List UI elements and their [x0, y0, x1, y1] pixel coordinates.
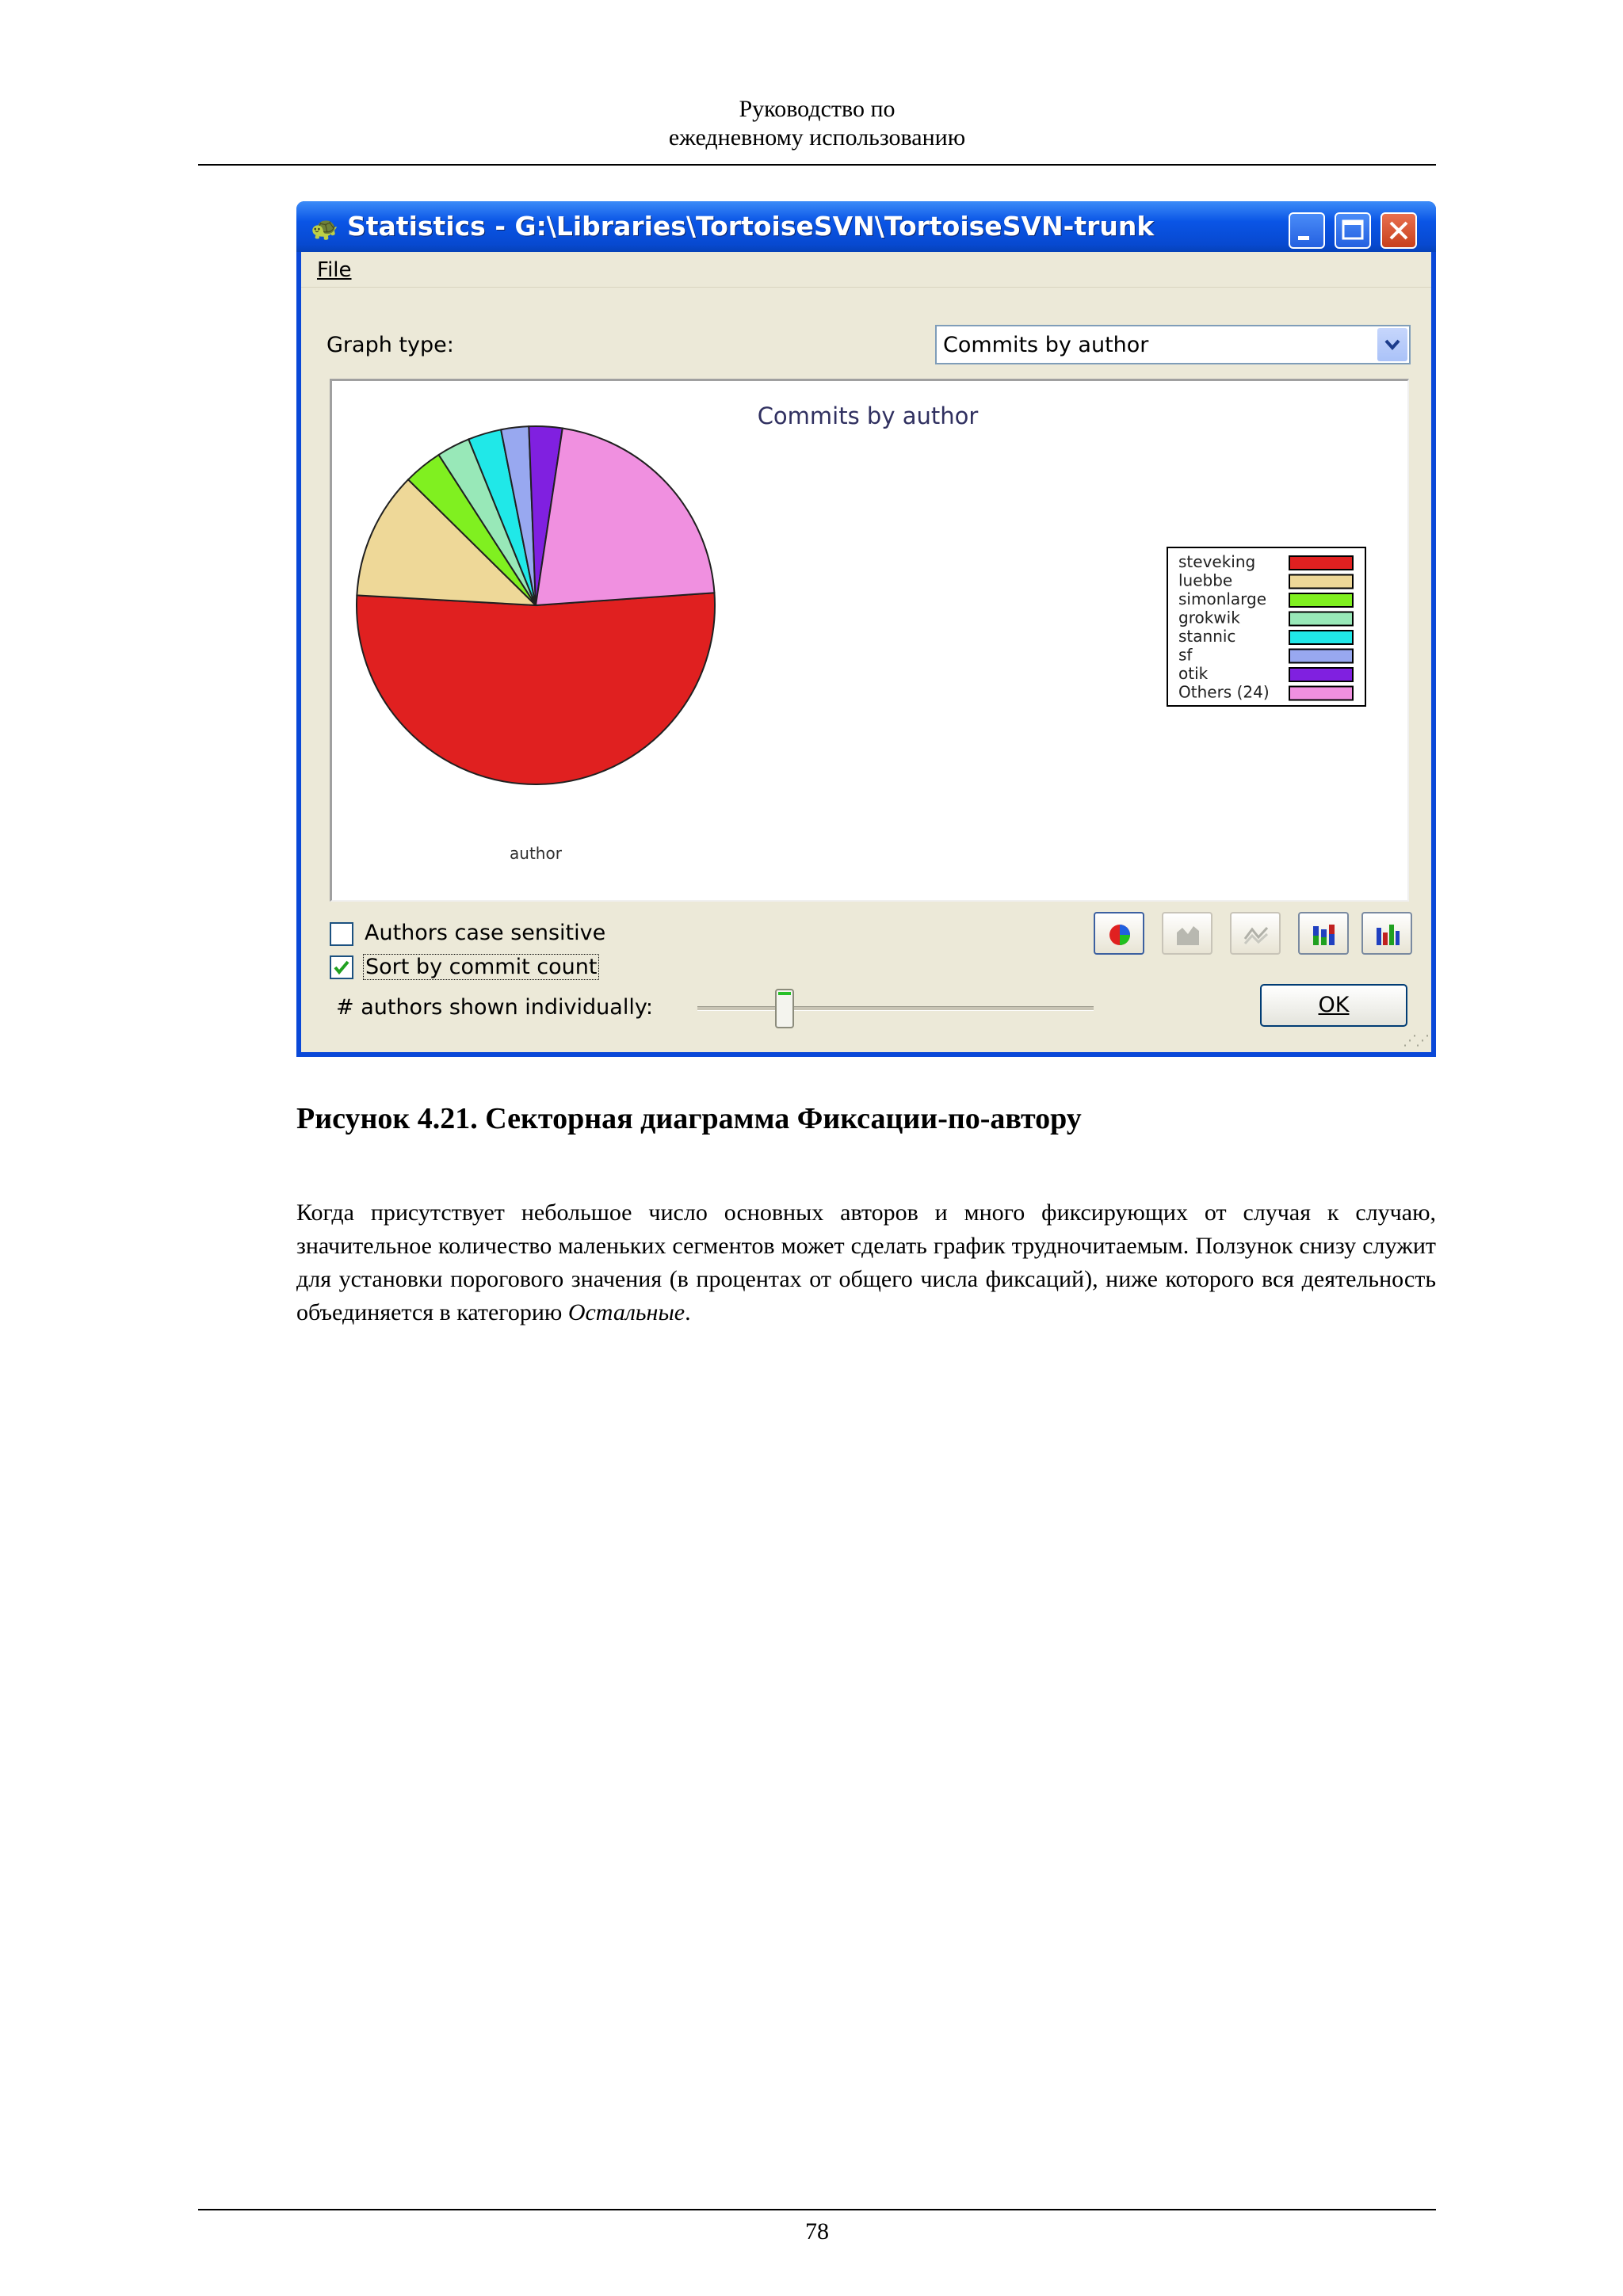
- sort-by-commit-count-label[interactable]: Sort by commit count: [363, 954, 599, 980]
- legend-swatch: [1289, 593, 1353, 607]
- legend-label: grokwik: [1178, 608, 1240, 627]
- line-chart-icon: [1243, 921, 1270, 948]
- statistics-window: [296, 201, 1436, 1057]
- pie-slice-others-24: [536, 429, 714, 605]
- page-header: [198, 95, 1436, 152]
- ok-button[interactable]: [1260, 984, 1407, 1027]
- ok-label: OK: [1318, 993, 1350, 1017]
- graph-type-select[interactable]: [935, 325, 1411, 364]
- chart-legend: [1167, 547, 1365, 706]
- chart-area: [330, 379, 1409, 902]
- pie-chart-button[interactable]: [1094, 912, 1144, 955]
- header-line-1: Руководство по: [739, 96, 896, 122]
- maximize-button[interactable]: [1335, 212, 1371, 249]
- legend-swatch: [1289, 687, 1353, 700]
- footer-rule: [198, 2209, 1436, 2210]
- legend-swatch: [1289, 650, 1353, 663]
- legend-label: stannic: [1178, 627, 1236, 646]
- chart-title: Commits by author: [757, 402, 979, 429]
- chart-xlabel: author: [510, 844, 562, 863]
- authors-shown-label: # authors shown individually:: [336, 995, 653, 1020]
- close-button[interactable]: [1381, 212, 1417, 249]
- legend-label: Others (24): [1178, 682, 1270, 702]
- checkmark-icon: [331, 957, 352, 978]
- pie-slice-steveking: [357, 593, 715, 784]
- paragraph-end: .: [685, 1299, 691, 1325]
- resize-grip[interactable]: ⋰⋰: [1403, 1032, 1428, 1049]
- legend-label: steveking: [1178, 552, 1256, 571]
- bar-chart-button[interactable]: [1361, 912, 1412, 955]
- area-chart-icon: [1174, 921, 1201, 948]
- pie-chart: [332, 381, 1407, 900]
- sort-by-commit-count-checkbox[interactable]: [330, 955, 353, 979]
- legend-swatch: [1289, 668, 1353, 681]
- paragraph-emphasis: Остальные: [567, 1299, 685, 1325]
- pie-chart-icon: [1106, 921, 1133, 948]
- area-chart-button[interactable]: [1162, 912, 1212, 955]
- header-rule: [198, 164, 1436, 166]
- stacked-bar-icon: [1311, 921, 1338, 948]
- figure-caption: Рисунок 4.21. Секторная диаграмма Фиксации-по-автору: [296, 1102, 1082, 1135]
- tortoise-icon: 🐢: [311, 215, 338, 242]
- graph-type-value: Commits by author: [943, 333, 1149, 357]
- legend-swatch: [1289, 612, 1353, 626]
- menu-file[interactable]: File: [317, 258, 352, 282]
- legend-label: sf: [1178, 645, 1193, 665]
- client-area: [301, 252, 1431, 1052]
- bar-chart-icon: [1374, 921, 1401, 948]
- dropdown-button[interactable]: [1377, 328, 1407, 361]
- page-number: 78: [805, 2218, 829, 2245]
- header-line-2: ежедневному использованию: [668, 124, 966, 151]
- authors-case-sensitive-checkbox[interactable]: [330, 922, 353, 946]
- legend-label: simonlarge: [1178, 589, 1267, 608]
- graph-type-label: Graph type:: [327, 333, 454, 357]
- minimize-button[interactable]: [1289, 212, 1325, 249]
- title-bar[interactable]: [296, 201, 1436, 252]
- menu-bar: [301, 252, 1431, 288]
- legend-swatch: [1289, 631, 1353, 644]
- legend-swatch: [1289, 575, 1353, 589]
- legend-label: luebbe: [1178, 570, 1233, 590]
- body-paragraph: [296, 1196, 1436, 1329]
- legend-swatch: [1289, 556, 1353, 570]
- paragraph-main: Когда присутствует небольшое число основных авторов и много фиксирующих от случая к случаю, значительное количество маленьких сегментов может сделать график трудночитаемым. Ползунок снизу служит для установки порогового значения (в процентах от общего числа фиксаций), ниже которого вся деятельность объединяется в категорию: [296, 1199, 1436, 1325]
- authors-slider-track[interactable]: [697, 1006, 1094, 1011]
- window-title: Statistics - G:\Libraries\TortoiseSVN\TortoiseSVN-trunk: [347, 211, 1155, 242]
- authors-slider-thumb[interactable]: [775, 989, 794, 1028]
- legend-label: otik: [1178, 664, 1209, 683]
- authors-case-sensitive-label[interactable]: Authors case sensitive: [365, 921, 606, 945]
- chevron-down-icon: [1377, 328, 1407, 361]
- line-chart-button[interactable]: [1230, 912, 1281, 955]
- stacked-bar-button[interactable]: [1298, 912, 1349, 955]
